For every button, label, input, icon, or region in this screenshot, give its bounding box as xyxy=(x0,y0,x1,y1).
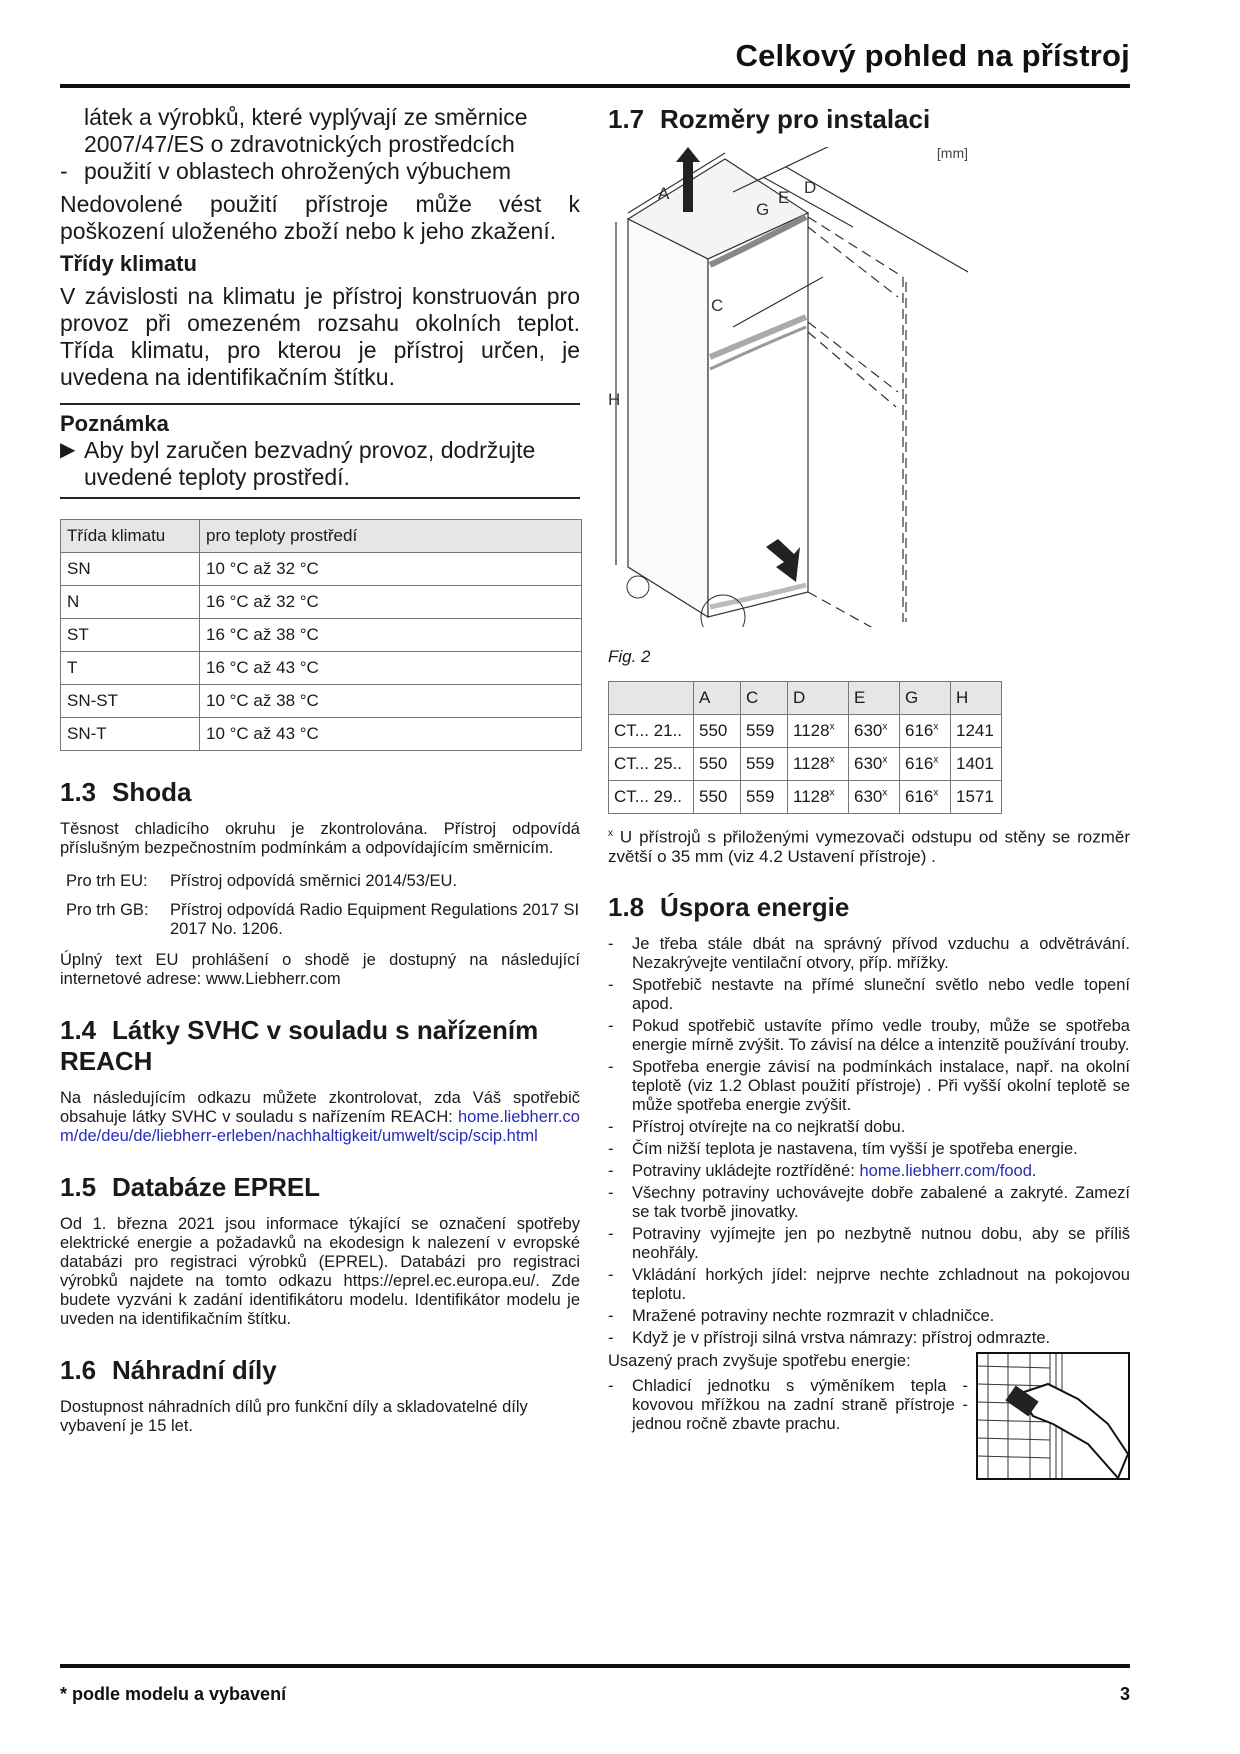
note-rule-bottom xyxy=(60,497,580,499)
section-heading-1-3: 1.3 Shoda xyxy=(60,777,192,807)
list-item: - Potraviny vyjímejte jen po nezbytně nutnou dobu, aby se příliš neohřály. xyxy=(608,1224,1130,1262)
table-row: CT... 21.. 550 559 1128$^x$ 630$^x$ 616$^x$ 1241 xyxy=(609,715,1002,748)
list-item: - Je třeba stále dbát na správný přívod vzduchu a odvětrávání. Nezakrývejte ventilační otvory, příp. mřížky. xyxy=(608,934,1130,972)
dimensions-table xyxy=(608,681,1002,814)
declaration-paragraph: Úplný text EU prohlášení o shodě je dostupný na následující internetové adrese: www.Liebherr.com xyxy=(60,951,580,988)
table-header-row: A C D E G H xyxy=(609,682,1002,715)
list-item: - Vkládání horkých jídel: nejprve nechte zchladnout na pokojovou teplotu. xyxy=(608,1265,1130,1303)
svg-text:E: E xyxy=(778,188,790,207)
list-item: - Když je v přístroji silná vrstva námrazy: přístroj odmrazte. xyxy=(608,1328,1051,1347)
table-row: CT... 25.. 550 559 1128$^x$ 630$^x$ 616$^x$ 1401 xyxy=(609,748,1002,781)
footer-rule xyxy=(60,1664,1130,1668)
brush-cleaning-illustration-icon xyxy=(976,1352,1130,1480)
page-title: Celkový pohled na přístroj xyxy=(735,38,1130,73)
table-row: CT... 29.. 550 559 1128$^x$ 630$^x$ 616$^x$ 1571 xyxy=(609,781,1002,814)
list-item: - Přístroj otvírejte na co nejkratší dobu. xyxy=(608,1117,906,1136)
energy-list xyxy=(608,935,1130,1348)
list-item: - Čím nižší teplota je nastavena, tím vyšší je spotřeba energie. xyxy=(608,1139,1078,1158)
figure-caption: Fig. 2 xyxy=(608,647,651,666)
section-heading-1-4: 1.4 Látky SVHC v souladu s nařízením REACH xyxy=(60,1015,539,1076)
table-row: T 16 °C až 43 °C xyxy=(61,652,582,685)
misuse-paragraph: Nedovolené použití přístroje může vést k poškození uloženého zboží nebo k jeho zkažení. xyxy=(60,191,580,244)
market-gb: Pro trh GB: Přístroj odpovídá Radio Equipment Regulations 2017 SI 2017 No. 1206. xyxy=(66,901,580,938)
table-header-row: Třída klimatu pro teploty prostředí xyxy=(61,520,582,553)
list-item: - Pokud spotřebič ustavíte přímo vedle trouby, může se spotřeba energie mírně zvýšit. To závisí na délce a intenzitě používání trouby. xyxy=(608,1016,1130,1054)
reach-paragraph: Na následujícím odkazu můžete zkontrolovat, zda Váš spotřebič obsahuje látky SVHC v souladu s nařízením REACH: home.liebherr.com/de/deu/de/liebherr-erleben/nachhaltigkeit/umwelt/scip/scip.html xyxy=(60,1089,580,1145)
reach-link[interactable]: home.liebherr.com/de/deu/de/liebherr-erleben/nachhaltigkeit/umwelt/scip/scip.html xyxy=(60,1108,580,1145)
list-item: - Spotřeba energie závisí na podmínkách instalace, např. na okolní teplotě (viz 1.2 Oblast použití přístroje) . Při vyšší okolní teplotě se může spotřeba energie zvýšit. xyxy=(608,1057,1130,1114)
footer-note: * podle modelu a vybavení xyxy=(60,1684,287,1704)
dust-section xyxy=(608,1352,1130,1482)
table-row: SN-T 10 °C až 43 °C xyxy=(61,718,582,751)
note-item: ▶ Aby byl zaručen bezvadný provoz, dodržujte uvedené teploty prostředí. xyxy=(60,437,536,490)
list-item: - Mražené potraviny nechte rozmrazit v chladničce. xyxy=(608,1306,995,1325)
svg-text:C: C xyxy=(711,296,724,315)
climate-paragraph: V závislosti na klimatu je přístroj konstruován pro provoz při omezeném rozsahu okolních teplot. Třída klimatu, pro kterou je přístroj určen, je uvedena na identifikačním štítku. xyxy=(60,283,580,390)
left-column xyxy=(60,104,580,1436)
installation-dimensions-figure xyxy=(608,147,968,647)
list-item: - Spotřebič nestavte na přímé sluneční světlo nebo vedle topení apod. xyxy=(608,975,1130,1013)
table-row: N 16 °C až 32 °C xyxy=(61,586,582,619)
market-eu: Pro trh EU: Přístroj odpovídá směrnici 2014/53/EU. xyxy=(66,872,458,890)
fridge-dimension-diagram-icon xyxy=(608,147,968,627)
svg-text:H: H xyxy=(608,390,621,409)
intro-line: 2007/47/ES o zdravotnických prostředcích xyxy=(84,131,515,157)
page-number: 3 xyxy=(1119,1684,1130,1704)
spare-parts-paragraph: Dostupnost náhradních dílů pro funkční díly a skladovatelné díly vybavení je 15 let. xyxy=(60,1398,528,1435)
eprel-paragraph: Od 1. března 2021 jsou informace týkající se označení spotřeby elektrické energie a požadavků na ekodesign k nalezení v evropské databázi pro registraci výrobků (EPREL). Databázi pro registraci výrobků najdete na tomto odkazu https://eprel.ec.europa.eu/. Zde budete vyzváni k zadání identifikátoru modelu. Identifikátor modelu je uveden na identifikačním štítku. xyxy=(60,1215,580,1328)
section-heading-1-5: 1.5 Databáze EPREL xyxy=(60,1172,321,1202)
svg-text:D: D xyxy=(804,178,817,197)
conformity-paragraph: Těsnost chladicího okruhu je zkontrolována. Přístroj odpovídá příslušným bezpečnostním podmínkám a odpovídajícím směrnicím. xyxy=(60,820,580,857)
note-heading: Poznámka xyxy=(60,411,169,436)
table-row: SN-ST 10 °C až 38 °C xyxy=(61,685,582,718)
svg-text:A: A xyxy=(658,184,670,203)
svg-text:G: G xyxy=(756,200,770,219)
section-heading-1-7: 1.7 Rozměry pro instalaci xyxy=(608,104,931,134)
note-rule-top xyxy=(60,403,580,405)
header-rule xyxy=(60,84,1130,88)
triangle-bullet-icon: ▶ xyxy=(60,439,76,461)
list-item: - Chladicí jednotku s výměníkem tepla - kovovou mřížkou na zadní straně přístroje - jednou ročně zbavte prachu. xyxy=(608,1376,968,1433)
dash-bullet: - xyxy=(60,158,68,184)
list-item: - Potraviny ukládejte roztříděné: home.liebherr.com/food. xyxy=(608,1161,1037,1180)
right-column xyxy=(608,104,1130,1482)
dust-text: Usazený prach zvyšuje spotřebu energie: xyxy=(608,1351,911,1370)
climate-table xyxy=(60,519,582,751)
unit-label: [mm] xyxy=(936,145,968,161)
intro-line: látek a výrobků, které vyplývají ze směrnice xyxy=(84,104,528,130)
intro-dash-item: - použití v oblastech ohrožených výbuchem xyxy=(60,158,512,184)
list-item: - Všechny potraviny uchovávejte dobře zabalené a zakryté. Zamezí se tak tvorbě jinovatky. xyxy=(608,1183,1130,1221)
section-heading-1-6: 1.6 Náhradní díly xyxy=(60,1355,277,1385)
table-row: SN 10 °C až 32 °C xyxy=(61,553,582,586)
climate-heading: Třídy klimatu xyxy=(60,251,197,276)
table-row: ST 16 °C až 38 °C xyxy=(61,619,582,652)
section-heading-1-8: 1.8 Úspora energie xyxy=(608,891,850,922)
dimensions-footnote: $^x$ U přístrojů s přiloženými vymezovači odstupu od stěny se rozměr zvětší o 35 mm (viz 4.2 Ustavení přístroje) . xyxy=(608,827,1130,866)
food-link[interactable]: home.liebherr.com/food xyxy=(859,1161,1032,1180)
